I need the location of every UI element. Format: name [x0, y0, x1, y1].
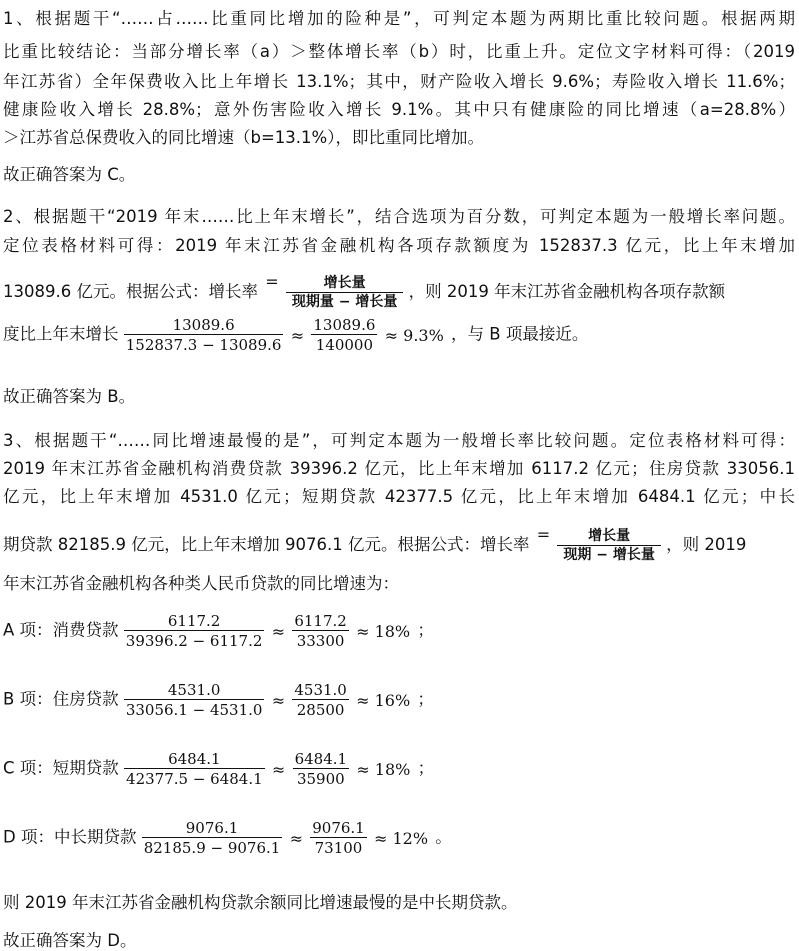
q2-line-1: 2、根据题干“2019 年末……比上年末增长”，结合选项为百分数，可判定本题为一般增长率问题。 [3, 207, 795, 226]
fraction-numerator: 4531.0 [167, 681, 221, 699]
option-result: ≈ 18% [356, 621, 411, 641]
option-end-punct: ； [417, 620, 434, 640]
option-fraction-exact [142, 819, 283, 857]
q2-fraction-approx-numerator: 13089.6 [313, 316, 376, 334]
option-a-calc [3, 612, 795, 650]
fraction-numerator: 6484.1 [168, 750, 221, 768]
fraction-numerator: 9076.1 [185, 819, 239, 837]
option-result: ≈ 16% [356, 690, 411, 710]
formula-numerator: 增长量 [323, 274, 366, 291]
q3-line-1: 3、根据题干“……同比增速最慢的是”，可判定本题为一般增长率比较问题。定位表格材料可得： [3, 431, 795, 450]
q1-line-5: ＞江苏省总保费收入的同比增速（b=13.1%），即比重同比增加。 [3, 128, 484, 147]
fraction-denominator: 35900 [293, 768, 350, 788]
fraction-denominator: 28500 [292, 699, 349, 719]
fraction-numerator: 6117.2 [167, 612, 221, 630]
q3-line-4 [3, 525, 795, 563]
fraction-numerator: 9076.1 [312, 819, 365, 837]
option-end-punct: ； [417, 689, 434, 709]
option-result: ≈ 18% [356, 759, 411, 779]
option-fraction-approx [292, 612, 349, 650]
q3-line-3: 亿元，比上年末增加 4531.0 亿元；短期贷款 42377.5 亿元，比上年末增加 6484.1 亿元；中长 [3, 487, 795, 506]
option-end-punct: ； [417, 758, 435, 778]
option-label: A 项：消费贷款 [3, 620, 119, 640]
q2-fraction-approx-denominator: 140000 [311, 334, 377, 354]
option-fraction-approx [310, 819, 367, 857]
option-result: ≈ 12% [373, 828, 429, 848]
option-label: D 项：中长期贷款 [3, 827, 137, 847]
q1-line-3: 年江苏省）全年保费收入比上年增长 13.1%；其中，财产险收入增长 9.6%；寿险收入增长 11.6%； [3, 72, 795, 91]
fraction-denominator: 82185.9 − 9076.1 [143, 839, 281, 857]
option-end-punct: 。 [435, 827, 452, 847]
q1-line-2: 比重比较结论：当部分增长率（a）＞整体增长率（b）时，比重上升。定位文字材料可得：（2019 [3, 42, 795, 61]
option-fraction-exact [124, 681, 265, 719]
growth-rate-formula [286, 275, 403, 311]
q2-answer: 故正确答案为 B。 [3, 387, 136, 406]
fraction-numerator: 6117.2 [294, 612, 347, 630]
q2-line-4-start: 度比上年末增长 [3, 324, 119, 344]
option-fraction-exact [124, 612, 265, 650]
approx-sign: ≈ [290, 325, 305, 345]
fraction-denominator: 33056.1 − 4531.0 [125, 701, 263, 719]
q2-line-4-end: ，与 B 项最接近。 [451, 324, 589, 344]
growth-rate-formula [557, 528, 660, 564]
q3-line-2: 2019 年末江苏省金融机构消费贷款 39396.2 亿元，比上年末增加 6117.2 亿元；住房贷款 33056.1 [3, 459, 795, 478]
q2-line-3-end: ，则 2019 年末江苏省金融机构各项存款额 [408, 282, 726, 301]
fraction-denominator: 39396.2 − 6117.2 [125, 632, 263, 650]
q2-fraction-exact-denominator: 152837.3 − 13089.6 [125, 336, 282, 354]
option-label: C 项：短期贷款 [3, 758, 119, 778]
option-b-calc [3, 681, 795, 719]
formula-numerator: 增长量 [588, 527, 631, 544]
q3-line-4-start: 期贷款 82185.9 亿元，比上年末增加 9076.1 亿元。根据公式：增长率 [3, 535, 530, 554]
formula-denominator: 现期量 − 增长量 [286, 292, 403, 311]
fraction-numerator: 4531.0 [294, 681, 347, 699]
approx-sign: ≈ [271, 759, 286, 779]
q1-answer: 故正确答案为 C。 [3, 165, 136, 184]
option-d-calc [3, 819, 795, 857]
q1-line-1: 1、根据题干“……占……比重同比增加的险种是”，可判定本题为两期比重比较问题。根据两期 [3, 9, 795, 28]
q3-line-4-end: ，则 2019 [666, 535, 747, 554]
q2-result: ≈ 9.3% [384, 325, 444, 345]
equals-sign: = [536, 525, 551, 544]
q2-line-3 [3, 272, 795, 310]
fraction-denominator: 42377.5 − 6484.1 [126, 770, 263, 788]
option-fraction-approx [293, 750, 350, 788]
q2-fraction-exact [124, 316, 284, 354]
approx-sign: ≈ [289, 828, 303, 848]
option-c-calc [3, 750, 795, 788]
q1-line-4: 健康险收入增长 28.8%；意外伤害险收入增长 9.1%。其中只有健康险的同比增速（a=28.8%） [3, 100, 795, 119]
approx-sign: ≈ [271, 621, 286, 641]
q3-conclusion: 则 2019 年末江苏省金融机构贷款余额同比增速最慢的是中长期贷款。 [3, 893, 518, 912]
option-label: B 项：住房贷款 [3, 689, 119, 709]
q3-answer: 故正确答案为 D。 [3, 931, 137, 950]
q2-fraction-exact-numerator: 13089.6 [172, 316, 235, 334]
fraction-denominator: 73100 [310, 837, 367, 857]
equals-sign: = [265, 272, 279, 291]
formula-denominator: 现期 − 增长量 [557, 545, 660, 564]
q2-line-2: 定位表格材料可得：2019 年末江苏省金融机构各项存款额度为 152837.3 亿元，比上年末增加 [3, 236, 795, 255]
fraction-numerator: 6484.1 [294, 750, 348, 768]
q2-fraction-approx [311, 316, 377, 354]
q3-line-5: 年末江苏省金融机构各种类人民币贷款的同比增速为： [3, 574, 399, 593]
q2-line-4 [3, 316, 795, 354]
approx-sign: ≈ [271, 690, 286, 710]
q2-line-3-start: 13089.6 亿元。根据公式：增长率 [3, 282, 258, 301]
option-fraction-exact [124, 750, 265, 788]
fraction-denominator: 33300 [292, 630, 349, 650]
option-fraction-approx [292, 681, 349, 719]
